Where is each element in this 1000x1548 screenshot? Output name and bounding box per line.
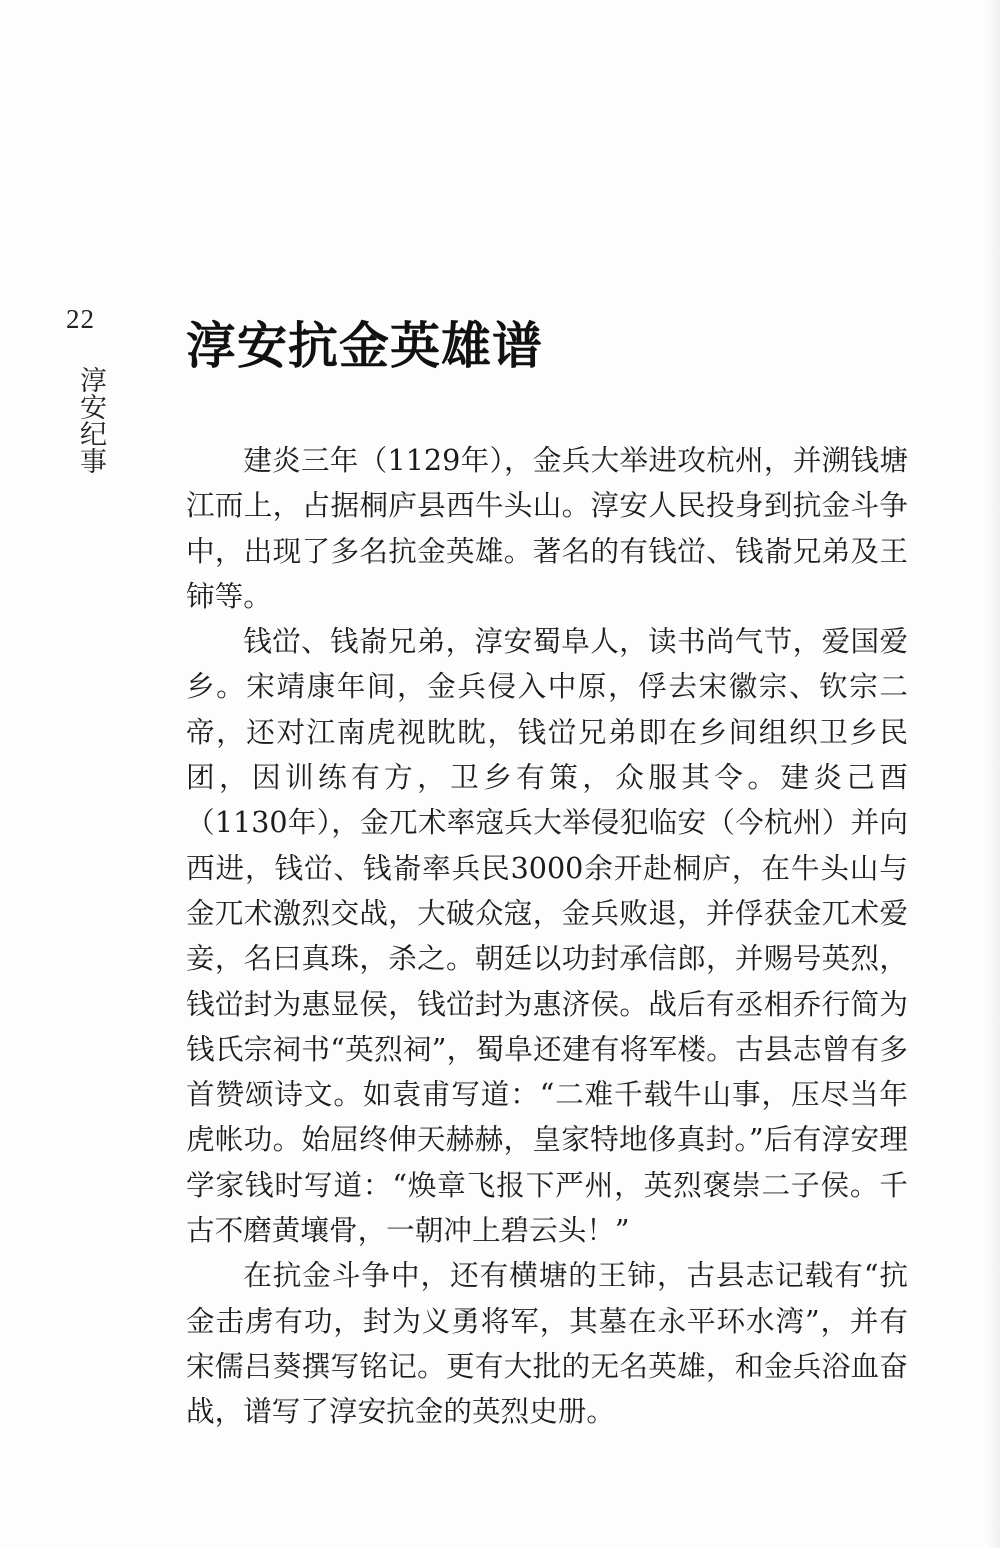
paragraph-intro: 建炎三年（1129年），金兵大举进攻杭州，并溯钱塘江而上，占据桐庐县西牛头山。淳安人民投身到抗金斗争中，出现了多名抗金英雄。著名的有钱峃、钱嵛兄弟及王铈等。 [186,443,908,613]
chapter-title: 淳安抗金英雄谱 [186,317,543,375]
running-title: 淳安纪事 [75,366,106,474]
paragraph-wang-shi: 在抗金斗争中，还有横塘的王铈，古县志记载有“抗金击虏有功，封为义勇将军，其墓在永平环水湾”，并有宋儒吕葵撰写铭记。更有大批的无名英雄，和金兵浴血奋战，谱写了淳安抗金的英烈史册。 [186,1258,908,1429]
article-body [186,438,908,1435]
page-number: 22 [66,304,95,334]
paragraph-qian-brothers: 钱峃、钱嵛兄弟，淳安蜀阜人，读书尚气节，爱国爱乡。宋靖康年间，金兵侵入中原，俘去宋徽宗、钦宗二帝，还对江南虎视眈眈，钱峃兄弟即在乡间组织卫乡民团，因训练有方，卫乡有策，众服其令。建炎己酉（1130年），金兀术率寇兵大举侵犯临安（今杭州）并向西进，钱峃、钱嵛率兵民3000余开赴桐庐，在牛头山与金兀术激烈交战，大破众寇，金兵败退，并俘获金兀术爱妾，名曰真珠，杀之。朝廷以功封承信郎，并赐号英烈，钱峃封为惠显侯，钱峃封为惠济侯。战后有丞相乔行简为钱氏宗祠书“英烈祠”，蜀阜还建有将军楼。古县志曾有多首赞颂诗文。如袁甫写道：“二难千载牛山事，压尽当年虎帐功。始屈终伸天赫赫，皇家特地侈真封。”后有淳安理学家钱时写道：“焕章飞报下严州，英烈褒崇二子侯。千古不磨黄壤骨，一朝冲上碧云头！” [186,624,908,1248]
scan-edge-shadow [986,0,1000,1548]
